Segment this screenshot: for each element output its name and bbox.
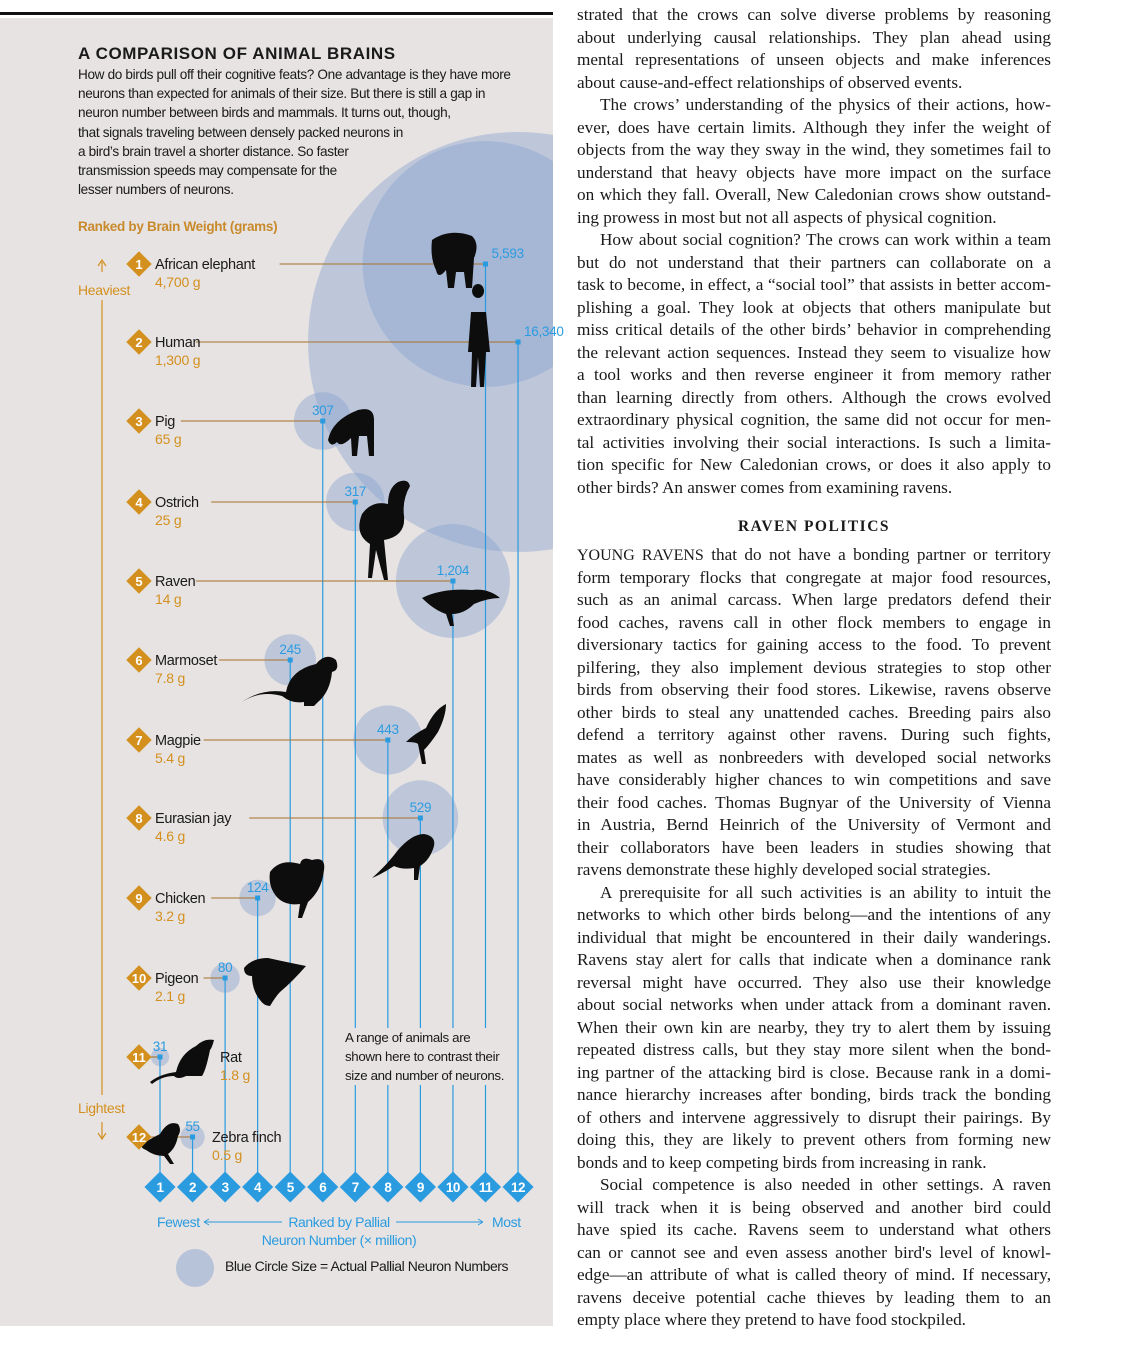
text-line: defend a territory against other ravens. During such fights, — [577, 725, 1051, 744]
text-line: a tool works and then reverse engineer it from memory rather — [577, 365, 1051, 384]
text-line: The crows’ understanding of the physics of their actions, how- — [600, 95, 1051, 114]
brain-weight: 3.2 g — [155, 908, 186, 924]
text-line: repeated distress calls, but they stay more silent when the bond- — [577, 1040, 1051, 1059]
neuron-rank-number: 8 — [384, 1180, 392, 1195]
neuron-count-label: 80 — [217, 960, 233, 975]
ranked-by-weight-label: Ranked by Brain Weight (grams) — [78, 219, 278, 234]
text-line: ravens deceive potential cache thieves by leading them to an — [577, 1287, 1051, 1307]
text-line: about social networks when under attack from a dominant raven. — [577, 995, 1051, 1014]
neuron-count-label: 5,593 — [491, 246, 524, 261]
weight-rank-number: 2 — [135, 335, 143, 350]
weight-rank-number: 9 — [135, 891, 143, 906]
neuron-rank-number: 12 — [511, 1180, 526, 1195]
text-line: ing prowess in most but not all aspects of physical cognition. — [577, 207, 997, 227]
note-line: A range of animals are — [345, 1030, 471, 1045]
brain-weight: 0.5 g — [212, 1147, 243, 1163]
neuron-rank-number: 6 — [319, 1180, 327, 1195]
axis-title-line1: Ranked by Pallial — [288, 1214, 390, 1230]
animal-name: African elephant — [155, 257, 255, 273]
weight-rank-number: 8 — [135, 811, 143, 826]
animal-name: Rat — [220, 1050, 242, 1066]
text-line: tal activities involving their social interactions. Is such a limita- — [577, 432, 1051, 452]
text-line: mates as well as nonbreeders with developed social networks — [577, 747, 1051, 767]
lightest-label: Lightest — [78, 1100, 125, 1116]
infographic-intro — [78, 65, 511, 199]
text-line: mental representations of unseen objects and make inferences — [577, 50, 1051, 69]
text-line: networks to which other birds belong—and the intentions of any — [577, 905, 1051, 924]
brain-weight: 1.8 g — [220, 1067, 251, 1083]
brain-weight: 1,300 g — [155, 352, 201, 368]
brain-weight: 2.1 g — [155, 988, 186, 1004]
left-arrow-icon — [204, 1219, 282, 1225]
line-text: that do not have a bonding partner or territory — [703, 545, 1052, 564]
text-line: their food caches. Thomas Bugnyar of the University of Vienna — [577, 792, 1051, 812]
animal-name: Chicken — [155, 891, 206, 907]
animal-name: Eurasian jay — [155, 811, 232, 827]
text-line: A prerequisite for all such activities is an ability to intuit the — [600, 882, 1051, 902]
heaviest-label: Heaviest — [78, 282, 131, 298]
neuron-rank-number: 11 — [478, 1180, 493, 1195]
neuron-point — [190, 1135, 195, 1140]
lead-in: YOUNG RAVENS — [577, 547, 704, 564]
animal-name: Raven — [155, 574, 196, 590]
text-line: have spied its cache. Ravens seem to understand what others — [577, 1220, 1051, 1239]
text-line: other birds? An answer comes from examining ravens. — [577, 477, 953, 497]
weight-rank-number: 4 — [135, 495, 143, 510]
animal-name: Pig — [155, 414, 176, 430]
text-line: objects from the way they sway in the wind, they sometimes fail to — [577, 140, 1051, 159]
brain-weight: 25 g — [155, 512, 182, 528]
neuron-rank-number: 4 — [254, 1180, 262, 1195]
neuron-rank-number: 10 — [445, 1180, 460, 1195]
weight-rank-number: 7 — [135, 733, 143, 748]
zebra-finch-silhouette-icon — [142, 1123, 181, 1164]
text-line: food caches, ravens call in other flock members to engage in — [577, 612, 1051, 632]
intro-line: How do birds pull off their cognitive feats? One advantage is they have more — [78, 67, 511, 82]
weight-rank-number: 12 — [131, 1130, 147, 1145]
legend-text: Blue Circle Size = Actual Pallial Neuron Numbers — [225, 1258, 509, 1274]
brain-comparison-figure — [0, 0, 564, 1330]
text-line: their collaborators have been leaders in studies showing that — [577, 837, 1051, 857]
infographic-title: A COMPARISON OF ANIMAL BRAINS — [78, 44, 396, 63]
brain-weight: 4.6 g — [155, 828, 186, 844]
animal-name: Marmoset — [155, 653, 218, 669]
text-line: have considerably higher chances to win competitions and save — [577, 770, 1051, 789]
text-line: diversionary tactics for gaining access to the food. To prevent — [577, 635, 1051, 654]
text-line: bonds and to keep competing birds from increasing in rank. — [577, 1152, 987, 1172]
text-line: How about social cognition? The crows can work within a team — [600, 230, 1051, 249]
neuron-point — [320, 419, 325, 424]
text-line: on which they fall. Overall, New Caledonian crows show outstand- — [577, 185, 1051, 204]
fewest-label: Fewest — [157, 1214, 200, 1230]
note-line: shown here to contrast their — [345, 1049, 500, 1064]
neuron-count-label: 307 — [311, 403, 334, 418]
pigeon-silhouette-icon — [244, 958, 306, 1006]
intro-line: a bird’s brain travel a shorter distance. So faster — [78, 143, 349, 159]
neuron-count-label: 1,204 — [436, 563, 470, 578]
neuron-count-label: 16,340 — [524, 324, 564, 339]
animal-name: Magpie — [155, 733, 201, 749]
text-line: reversal might have occurred. They also use their knowledge — [577, 972, 1051, 992]
text-line: nance hierarchy increases after bonding, birds track the bonding — [577, 1085, 1051, 1104]
text-line: doing this, they are likely to prevent others from forming new — [577, 1130, 1051, 1149]
text-line: of others and intervene aggressively to disrupt their pairings. By — [577, 1107, 1051, 1127]
text-line: edge—an attribute of what is called theory of mind. If necessary, — [577, 1265, 1051, 1284]
text-line: pilfering, they also implement devious strategies to stop other — [577, 657, 1051, 677]
text-line: individual that might be encountered in their daily wanderings. — [577, 927, 1051, 947]
text-line: Ravens stay alert for calls that indicate when a dominance rank — [577, 950, 1051, 969]
brain-weight: 7.8 g — [155, 670, 186, 686]
chicken-silhouette-icon — [270, 859, 325, 918]
neuron-point — [353, 500, 358, 505]
brain-weight: 65 g — [155, 431, 182, 447]
neuron-point — [255, 896, 260, 901]
neuron-count-label: 529 — [409, 800, 432, 815]
text-line: than learning directly from others. Although the crows evolved — [577, 387, 1051, 407]
neuron-count-label: 443 — [377, 722, 399, 737]
animal-name: Zebra finch — [212, 1130, 282, 1146]
text-line: ravens demonstrate these highly developed social strategies. — [577, 860, 991, 879]
intro-line: neuron number between birds and mammals. It turns out, though, — [78, 105, 451, 121]
text-line: in Austria, Bernd Heinrich of the University of Vermont and — [577, 815, 1051, 834]
text-line: tion specific for New Caledonian crows, or does it also apply to — [577, 455, 1051, 474]
text-line: about underlying causal relationships. They plan ahead using — [577, 27, 1051, 47]
neuron-rank-number: 5 — [286, 1180, 294, 1195]
weight-rank-number: 1 — [135, 257, 143, 272]
weight-rank-number: 3 — [135, 414, 143, 429]
text-line: miss critical details of the other birds’ behavior in comprehending — [577, 320, 1051, 339]
neuron-count-label: 245 — [279, 642, 302, 657]
neuron-count-label: 124 — [246, 880, 269, 895]
axis-title-line2: Neuron Number (× million) — [261, 1232, 417, 1248]
text-line: form temporary flocks that congregate at major food resources, — [577, 567, 1051, 587]
section-heading: RAVEN POLITICS — [737, 518, 891, 535]
intro-line: transmission speeds may compensate for the — [78, 163, 337, 179]
brain-weight: 5.4 g — [155, 750, 186, 766]
text-line: other birds to steal any unattended caches. Breeding pairs also — [577, 702, 1051, 722]
neuron-rank-number: 7 — [351, 1180, 359, 1195]
intro-line: that signals traveling between densely packed neurons in — [78, 124, 403, 140]
text-line: Social competence is also needed in other settings. A raven — [600, 1175, 1051, 1194]
text-line: plishing a goal. They look at objects that others manipulate but — [577, 297, 1051, 317]
neuron-point — [158, 1055, 163, 1060]
neuron-point — [385, 738, 390, 743]
neuron-count-label: 31 — [152, 1039, 168, 1054]
intro-line: neurons than expected for animals of their size. But there is still a gap in — [78, 86, 486, 102]
text-line: about cause-and-effect relationships of observed events. — [577, 72, 963, 92]
text-line: such as an animal carcass. When large predators defend their — [577, 590, 1051, 609]
article-column — [577, 4, 1051, 1332]
neuron-rank-number: 3 — [221, 1180, 229, 1195]
animal-name: Human — [155, 335, 201, 351]
text-line: ever, does have certain limits. Although they infer the weight of — [577, 117, 1051, 137]
neuron-rank-number: 9 — [416, 1180, 424, 1195]
text-line: ing partner of the attacking bird is close. Because rank in a domi- — [577, 1062, 1051, 1082]
text-line: strated that the crows can solve diverse problems by reasoning — [577, 5, 1051, 24]
neuron-rank-number: 2 — [189, 1180, 197, 1195]
neuron-point — [418, 816, 423, 821]
animal-name: Ostrich — [155, 495, 199, 511]
neuron-count-label: 55 — [185, 1119, 200, 1134]
neuron-point — [516, 340, 521, 345]
figure-note — [343, 1028, 506, 1085]
neuron-count-label: 317 — [344, 484, 367, 499]
text-line: can or cannot see and even assess another bird's level of knowl- — [577, 1242, 1051, 1262]
text-line: extraordinary physical cognition, the same did not occur for men- — [577, 410, 1051, 429]
weight-rank-number: 10 — [131, 971, 147, 986]
text-line: will track when it is being observed and another bird could — [577, 1197, 1051, 1217]
neuron-rank-number: 1 — [156, 1180, 164, 1195]
text-line: understand that heavy objects have more impact on the surface — [577, 162, 1051, 182]
neuron-point — [450, 579, 455, 584]
neuron-point — [288, 658, 293, 663]
brain-weight: 14 g — [155, 591, 182, 607]
text-line: birds from observing their food stores. Likewise, ravens observe — [577, 680, 1051, 699]
text-line: but do not understand that their partners can collaborate on a — [577, 252, 1051, 272]
weight-rank-number: 5 — [135, 574, 143, 589]
text-line — [577, 544, 1051, 567]
animal-name: Pigeon — [155, 971, 199, 987]
text-line: the relevant action sequences. Instead they seem to visualize how — [577, 342, 1051, 362]
legend-circle — [176, 1249, 214, 1287]
text-line: empty place where they pretend to have food stockpiled. — [577, 1310, 966, 1329]
weight-rank-number: 6 — [135, 653, 143, 668]
brain-weight: 4,700 g — [155, 274, 201, 290]
intro-line: lesser numbers of neurons. — [78, 182, 234, 198]
note-line: size and number of neurons. — [345, 1068, 505, 1083]
text-line: When their own kin are nearby, they try to alert them by issuing — [577, 1017, 1051, 1037]
text-line: task to become, in effect, a “social tool” that assists in better accom- — [577, 275, 1051, 294]
right-arrow-icon — [396, 1219, 483, 1225]
most-label: Most — [492, 1214, 521, 1230]
neuron-point — [483, 262, 488, 267]
weight-rank-number: 11 — [132, 1050, 146, 1065]
neuron-point — [223, 976, 228, 981]
